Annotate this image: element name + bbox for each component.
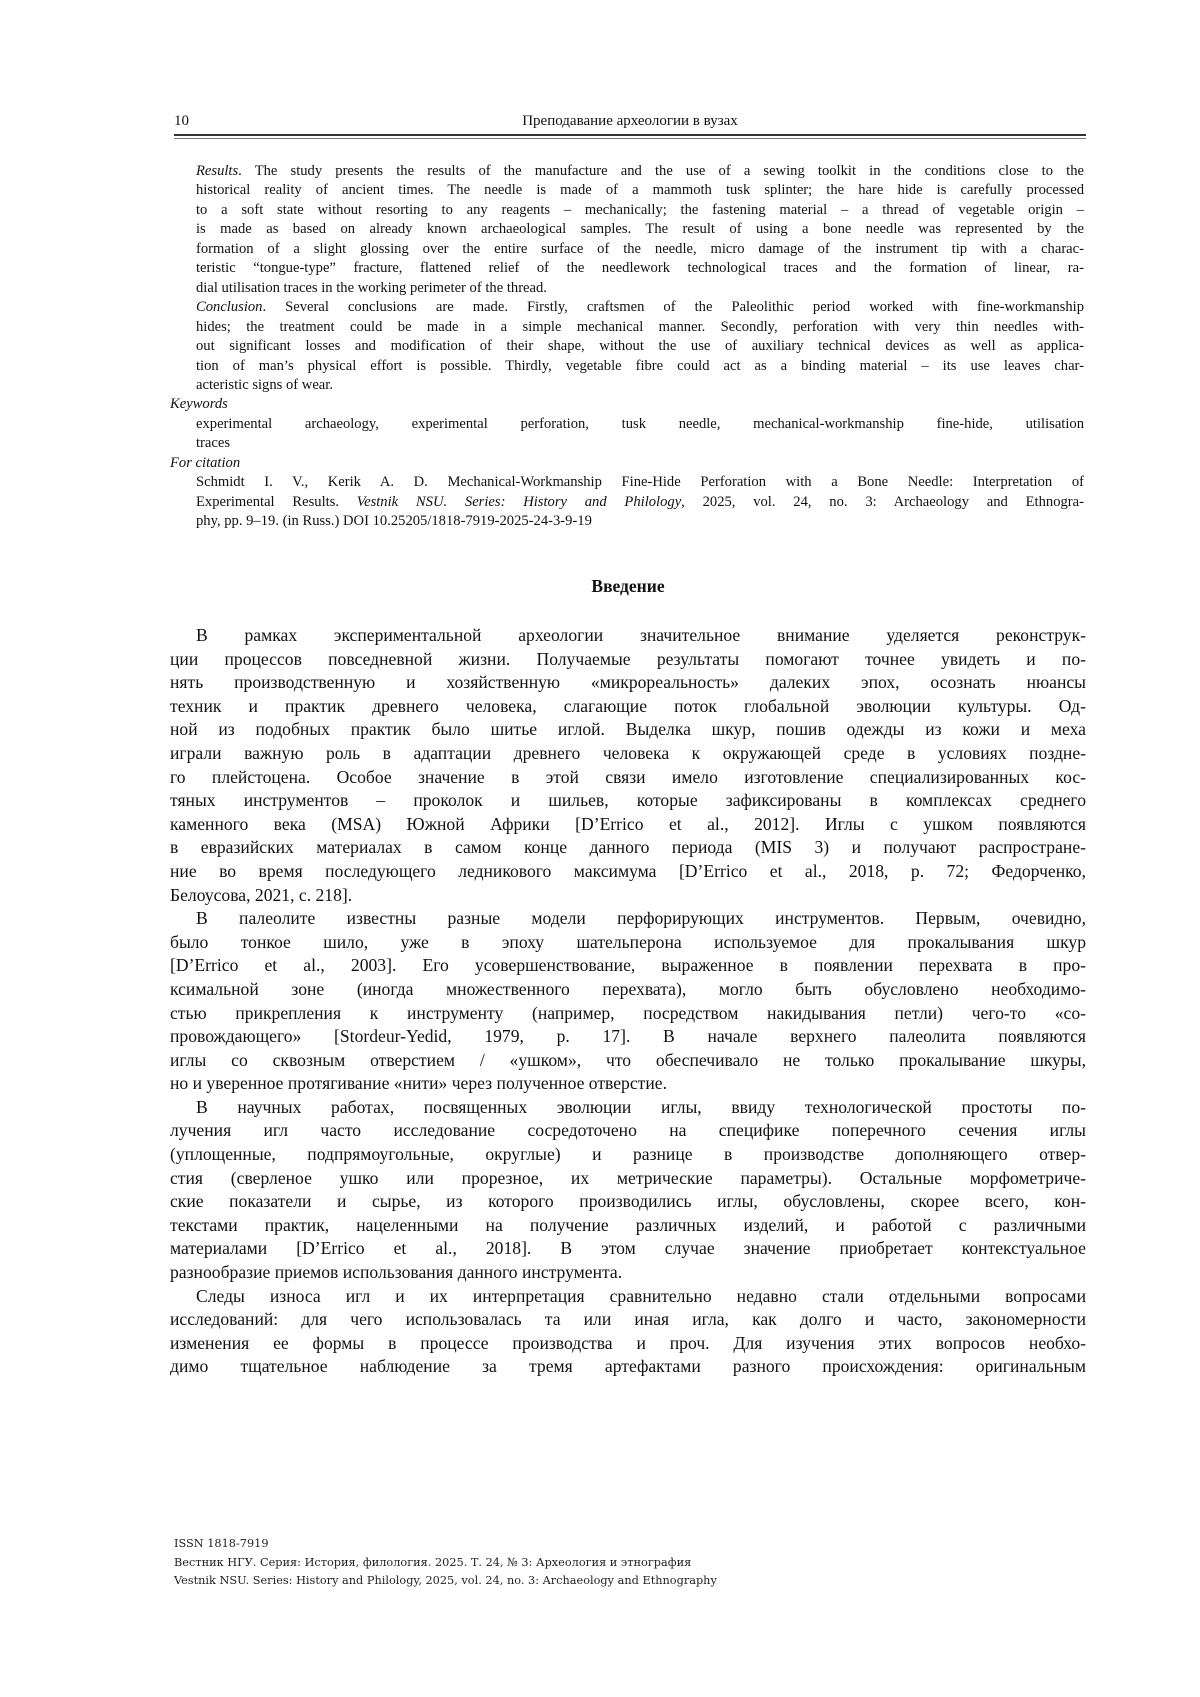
text-line: Белоусова, 2021, с. 218]. <box>170 884 1086 908</box>
text-line <box>196 298 1084 317</box>
text-line: historical reality of ancient times. The needle is made of a mammoth tusk splinter; the hare hide is carefully processed <box>196 181 1084 200</box>
abstract-label: Keywords <box>170 395 1084 414</box>
text-line: experimental archaeology, experimental perforation, tusk needle, mechanical-workmanship fine-hide, utilisation <box>196 415 1084 434</box>
text-segment: Experimental Results. <box>196 494 357 510</box>
text-line: нять производственную и хозяйственную «микрореальность» далеких эпох, осознать нюансы <box>170 671 1086 695</box>
body-paragraph <box>170 1285 1086 1379</box>
text-line: техник и практик древнего человека, слагающие поток глобальной эволюции культуры. Од- <box>170 695 1086 719</box>
text-line: acteristic signs of wear. <box>196 376 1084 395</box>
text-line: dial utilisation traces in the working perimeter of the thread. <box>196 279 1084 298</box>
text-line: играли важную роль в адаптации древнего человека к окружающей среде в условиях поздне- <box>170 742 1086 766</box>
text-line: димо тщательное наблюдение за тремя артефактами разного происхождения: оригинальным <box>170 1355 1086 1379</box>
text-line: hides; the treatment could be made in a simple mechanical manner. Secondly, perforation with very thin needles with- <box>196 318 1084 337</box>
text-line: ции процессов повседневной жизни. Получаемые результаты помогают точнее увидеть и по- <box>170 648 1086 672</box>
text-line: было тонкое шило, уже в эпоху шательперона используемое для прокалывания шкур <box>170 931 1086 955</box>
text-line <box>196 493 1084 512</box>
text-line: [D’Errico et al., 2003]. Его усовершенствование, выраженное в появлении перехвата в про- <box>170 954 1086 978</box>
text-line <box>196 162 1084 181</box>
footer-journal-ru: Вестник НГУ. Серия: История, филология. 2025. Т. 24, № 3: Археология и этнография <box>174 1554 717 1573</box>
abstract-paragraph <box>170 473 1084 531</box>
text-line: Schmidt I. V., Kerik A. D. Mechanical-Workmanship Fine-Hide Perforation with a Bone Needle: Interpretation of <box>196 473 1084 492</box>
section-heading: Введение <box>170 576 1086 597</box>
abstract-label: For citation <box>170 454 1084 473</box>
text-line: teristic “tongue-type” fracture, flattened relief of the needlework technological traces and the formation of linear, ra- <box>196 259 1084 278</box>
abstract-paragraph <box>170 298 1084 395</box>
text-line: phy, pp. 9–19. (in Russ.) DOI 10.25205/1818-7919-2025-24-3-9-19 <box>196 512 1084 531</box>
text-line: to a soft state without resorting to any reagents – mechanically; the fastening material – a thread of vegetable origin – <box>196 201 1084 220</box>
abstract-paragraph <box>170 162 1084 298</box>
text-line: В научных работах, посвященных эволюции иглы, ввиду технологической простоты по- <box>170 1096 1086 1120</box>
italic-text: Vestnik NSU. Series: History and Philology <box>357 494 681 510</box>
text-line: out significant losses and modification of their shape, without the use of auxiliary technical devices as well as applica- <box>196 337 1084 356</box>
text-line: Следы износа игл и их интерпретация сравнительно недавно стали отдельными вопросами <box>170 1285 1086 1309</box>
text-line: лучения игл часто исследование сосредоточено на специфике поперечного сечения иглы <box>170 1119 1086 1143</box>
text-line: стью прикрепления к инструменту (например, посредством накидывания петли) чего-то «со- <box>170 1002 1086 1026</box>
text-line: (уплощенные, подпрямоугольные, округлые) и разнице в производстве дополняющего отвер- <box>170 1143 1086 1167</box>
text-line: В рамках экспериментальной археологии значительное внимание уделяется реконструк- <box>170 624 1086 648</box>
footer-journal-en: Vestnik NSU. Series: History and Philology, 2025, vol. 24, no. 3: Archaeology and Ethnography <box>174 1572 717 1591</box>
running-section-title: Преподавание археологии в вузах <box>174 113 1086 130</box>
text-segment: . Several conclusions are made. Firstly, craftsmen of the Paleolithic period worked with fine-workmanship <box>262 299 1084 315</box>
text-segment: . The study presents the results of the manufacture and the use of a sewing toolkit in the conditions close to the <box>238 163 1084 179</box>
text-line: текстами практик, нацеленными на получение различных изделий, и работой с различными <box>170 1214 1086 1238</box>
text-line: ние во время последующего ледникового максимума [D’Errico et al., 2018, p. 72; Федорченко, <box>170 860 1086 884</box>
italic-text: Conclusion <box>196 299 262 315</box>
body-paragraph <box>170 1096 1086 1285</box>
text-line: разнообразие приемов использования данного инструмента. <box>170 1261 1086 1285</box>
text-line: tion of man’s physical effort is possible. Thirdly, vegetable fibre could act as a binding material – its use leaves char- <box>196 357 1084 376</box>
page-number: 10 <box>174 113 189 130</box>
article-body <box>170 624 1086 1379</box>
abstract-paragraph <box>170 415 1084 454</box>
text-line: is made as based on already known archaeological samples. The result of using a bone needle was represented by the <box>196 220 1084 239</box>
text-line: ские показатели и сырье, из которого производились иглы, обусловлены, скорее всего, кон- <box>170 1190 1086 1214</box>
text-line: го плейстоцена. Особое значение в этой связи имело изготовление специализированных кос- <box>170 766 1086 790</box>
text-line: в евразийских материалах в самом конце данного периода (MIS 3) и получают распростране- <box>170 836 1086 860</box>
text-line: но и уверенное протягивание «нити» через полученное отверстие. <box>170 1072 1086 1096</box>
text-segment: , 2025, vol. 24, no. 3: Archaeology and Ethnogra- <box>681 494 1084 510</box>
text-line: материалами [D’Errico et al., 2018]. В этом случае значение приобретает контекстуальное <box>170 1237 1086 1261</box>
body-paragraph <box>170 907 1086 1096</box>
header-rule-thin <box>174 138 1086 139</box>
english-abstract <box>170 162 1084 532</box>
text-line: иглы со сквозным отверстием / «ушком», что обеспечивало не только прокалывание шкуры, <box>170 1049 1086 1073</box>
text-line: тяных инструментов – проколок и шильев, которые зафиксированы в комплексах среднего <box>170 789 1086 813</box>
footer-issn: ISSN 1818-7919 <box>174 1535 717 1554</box>
text-line: изменения ее формы в процессе производства и проч. Для изучения этих вопросов необхо- <box>170 1332 1086 1356</box>
text-line: ксимальной зоне (иногда множественного перехвата), могло быть обусловлено необходимо- <box>170 978 1086 1002</box>
body-paragraph <box>170 624 1086 907</box>
header-rule <box>174 134 1086 136</box>
page-footer <box>174 1535 717 1591</box>
italic-text: Results <box>196 163 238 179</box>
text-line: В палеолите известны разные модели перфорирующих инструментов. Первым, очевидно, <box>170 907 1086 931</box>
text-line: formation of a slight glossing over the entire surface of the needle, micro damage of the instrument tip with a charac- <box>196 240 1084 259</box>
text-line: исследований: для чего использовалась та или иная игла, как долго и часто, закономерности <box>170 1308 1086 1332</box>
text-line: каменного века (MSA) Южной Африки [D’Errico et al., 2012]. Иглы с ушком появляются <box>170 813 1086 837</box>
text-line: traces <box>196 434 1084 453</box>
text-line: стия (сверленое ушко или прорезное, их метрические параметры). Остальные морфометриче- <box>170 1167 1086 1191</box>
text-line: ной из подобных практик было шитье иглой. Выделка шкур, пошив одежды из кожи и меха <box>170 718 1086 742</box>
text-line: провождающего» [Stordeur-Yedid, 1979, p. 17]. В начале верхнего палеолита появляются <box>170 1025 1086 1049</box>
